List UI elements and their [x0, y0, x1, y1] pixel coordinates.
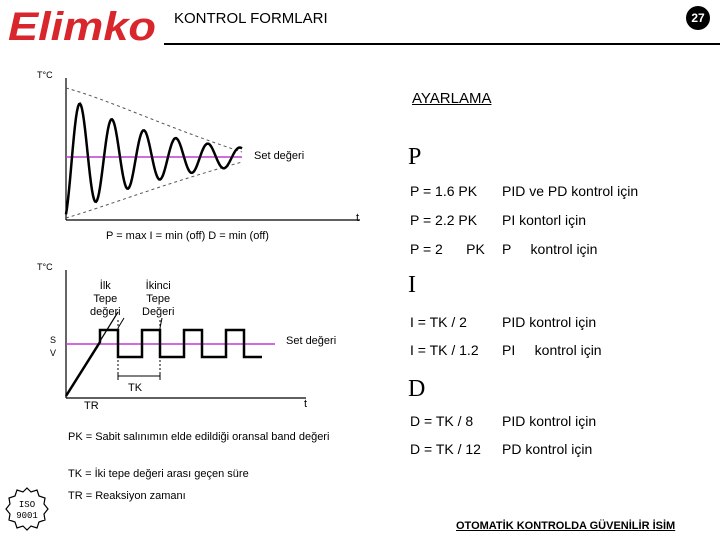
- top-t-label: t: [356, 212, 360, 224]
- svg-text:9001: 9001: [16, 511, 38, 521]
- logo-text: Elimko: [8, 6, 156, 46]
- d-desc-2: PD kontrol için: [502, 441, 593, 457]
- i-formula-1: I = TK / 2: [410, 314, 467, 330]
- first-peak-pointer: [118, 318, 124, 328]
- second-peak-label: İkinci Tepe Değeri: [142, 280, 175, 318]
- svg-text:ISO: ISO: [18, 500, 36, 510]
- tuning-title: AYARLAMA: [412, 90, 492, 107]
- first-peak-label: İlk Tepe değeri: [90, 280, 121, 318]
- p-desc-3: P kontrol için: [502, 241, 598, 257]
- bottom-t-label: t: [304, 398, 308, 410]
- footer-slogan: OTOMATİK KONTROLDA GÜVENİLİR İSİM: [456, 520, 676, 532]
- p-formula-3: P = 2 PK: [410, 241, 485, 257]
- p-desc-1: PID ve PD kontrol için: [502, 183, 639, 199]
- p-formula-2: P = 2.2 PK: [410, 212, 478, 228]
- sustained-oscillation-curve: [66, 330, 262, 396]
- bottom-axis-label: T°C: [37, 262, 53, 272]
- i-desc-2: PI kontrol için: [502, 342, 602, 358]
- iso-9001-badge: [4, 486, 50, 532]
- d-formula-1: D = TK / 8: [410, 413, 474, 429]
- bottom-setpoint-label: Set değeri: [286, 335, 337, 347]
- oscillation-curve: [66, 104, 242, 215]
- second-peak-pointer: [160, 318, 162, 328]
- tr-label: TR: [84, 400, 99, 412]
- sv-label: S V: [50, 335, 57, 358]
- i-heading: I: [408, 272, 416, 298]
- p-desc-2: PI kontorl için: [502, 212, 587, 228]
- legend-tr: TR = Reaksiyon zamanı: [68, 490, 186, 502]
- i-desc-1: PID kontrol için: [502, 314, 597, 330]
- page-number-badge: 27: [686, 6, 710, 30]
- i-formula-2: I = TK / 1.2: [410, 342, 479, 358]
- top-setpoint-label: Set değeri: [254, 150, 305, 162]
- d-heading: D: [408, 376, 426, 402]
- tk-label: TK: [128, 382, 143, 394]
- p-heading: P: [408, 144, 422, 170]
- d-formula-2: D = TK / 12: [410, 441, 481, 457]
- pmax-label: P = max I = min (off) D = min (off): [106, 230, 269, 242]
- legend-tk: TK = İki tepe değeri arası geçen süre: [68, 468, 249, 480]
- top-envelope-upper: [66, 88, 242, 152]
- page-title: KONTROL FORMLARI: [174, 10, 328, 27]
- top-axis-label: T°C: [37, 70, 53, 80]
- p-formula-1: P = 1.6 PK: [410, 183, 478, 199]
- d-desc-1: PID kontrol için: [502, 413, 597, 429]
- legend-pk: PK = Sabit salınımın elde edildiği oransal band değeri: [68, 431, 330, 443]
